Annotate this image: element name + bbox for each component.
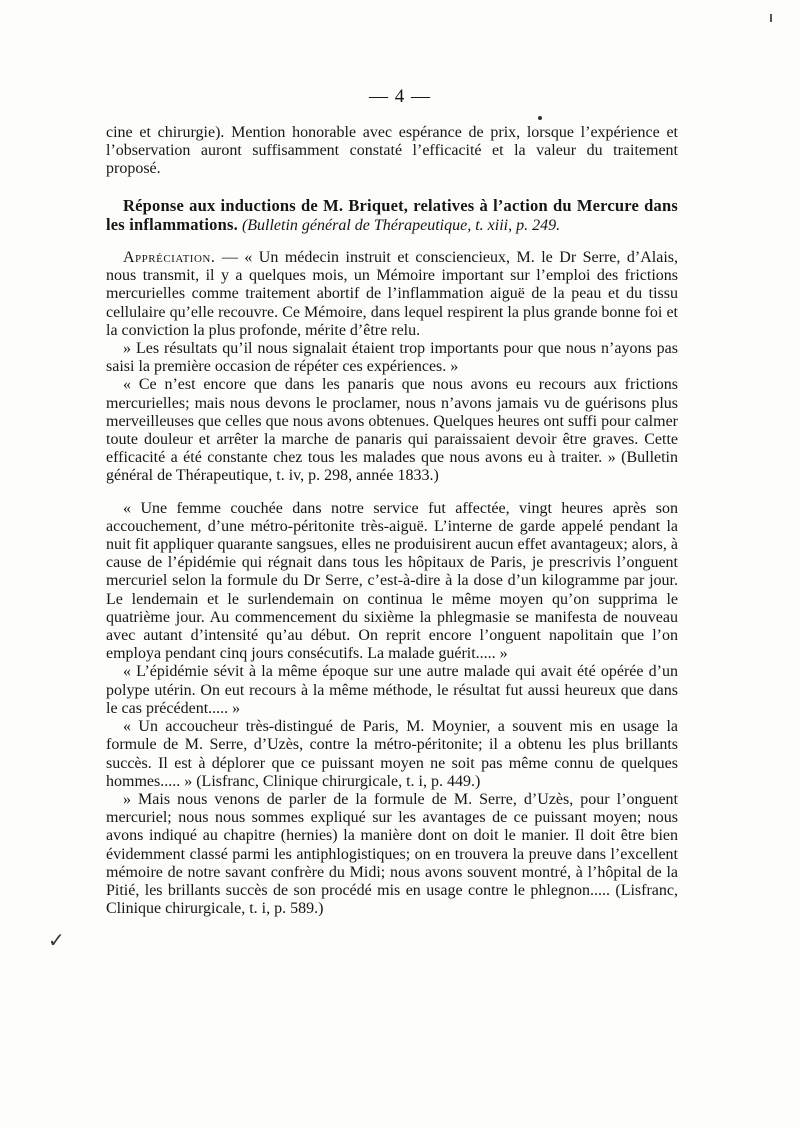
page-number: — 4 —	[369, 86, 431, 107]
paragraph-epidemie: « L’épidémie sévit à la même époque sur une autre malade qui avait été opérée d’un polype utérin. On eut recours à la même méthode, le résultat fut aussi heureux que dans le cas précédent..... »	[106, 663, 678, 717]
paragraph-formule: » Mais nous venons de parler de la formule de M. Serre, d’Uzès, pour l’onguent mercuriel; nous nous sommes expliqué sur les avantages de ce puissant moyen; nous avons indiqué au chapitre (hernies) la manière dont on doit le manier. Il doit être bien évidemment classé parmi les antiphlogistiques; on en trouvera la preuve dans l’excellent mémoire de notre savant confrère du Midi; nous avons souvent montré, à l’hôpital de la Pitié, les brillants succès de son procédé mis en usage contre le phlegnon..... (Lisfranc, Clinique chirurgicale, t. i, p. 589.)	[106, 790, 678, 918]
paragraph-femme: « Une femme couchée dans notre service fut affectée, vingt heures après son accouchement, d’une métro-péritonite très-aiguë. L’interne de garde appelé pendant la nuit fit appliquer quarante sangsues, elles ne produisirent aucun effet avantageux; alors, à cause de l’épidémie qui régnait dans tous les hôpitaux de Paris, je prescrivis l’onguent mercuriel selon la formule du Dr Serre, c’est-à-dire à la dose d’un kilogramme par jour. Le lendemain et le surlendemain on continua le même moyen qu’on supprima le quatrième jour. Au commencement du sixième la phlegmasie se manifesta de nouveau avec autant d’intensité qu’au début. On reprit encore l’onguent napolitain que l’on employa pendant cinq jours consécutifs. La malade guérit..... »	[106, 499, 678, 663]
heading-citation: (Bulletin général de Thérapeutique, t. xiii, p. 249.	[241, 216, 561, 234]
paragraph-resultats: » Les résultats qu’il nous signalait étaient trop importants pour que nous n’ayons pas saisi la première occasion de répéter ces expériences. »	[106, 340, 678, 376]
ink-dot	[538, 116, 542, 120]
section-heading	[106, 197, 678, 235]
body-text	[106, 124, 678, 918]
scan-mark	[770, 14, 772, 22]
margin-checkmark: ✓	[48, 930, 65, 952]
appreciation-label: Appréciation.	[123, 249, 216, 267]
appreciation-text: — « Un médecin instruit et consciencieux, M. le Dr Serre, d’Alais, nous transmit, il y a quelques mois, un Mémoire important sur l’emploi des frictions mercurielles comme traitement abortif de l’inflammation aiguë de la peau et du tissu cellulaire qu’elle recouvre. Ce Mémoire, dans lequel respirent la plus grande bonne foi et la conviction la plus profonde, mérite d’être relu.	[106, 249, 678, 339]
paragraph-appreciation	[106, 249, 678, 340]
heading-title: Réponse aux inductions de M. Briquet, relatives à l’action du Mercure dans les inflammations.	[106, 195, 678, 234]
paragraph-accoucheur: « Un accoucheur très-distingué de Paris, M. Moynier, a souvent mis en usage la formule de M. Serre, d’Uzès, contre la métro-péritonite; il a obtenu les plus brillants succès. Il est à déplorer que ce puissant moyen ne soit pas même connu de quelques hommes..... » (Lisfranc, Clinique chirurgicale, t. i, p. 449.)	[106, 718, 678, 790]
paragraph-intro: cine et chirurgie). Mention honorable avec espérance de prix, lorsque l’expérience et l’observation auront suffisamment constaté l’efficacité et la valeur du traitement proposé.	[106, 124, 678, 178]
paragraph-panaris: « Ce n’est encore que dans les panaris que nous avons eu recours aux frictions mercurielles; mais nous devons le proclamer, nous n’avons jamais vu de guérisons plus merveilleuses que celles que nous avons obtenues. Quelques heures ont suffi pour calmer toute douleur et arrêter la marche de panaris qui paraissaient devoir être graves. Cette efficacité a été constante chez tous les malades que nous avons eu à traiter. » (Bulletin général de Thérapeutique, t. iv, p. 298, année 1833.)	[106, 376, 678, 485]
